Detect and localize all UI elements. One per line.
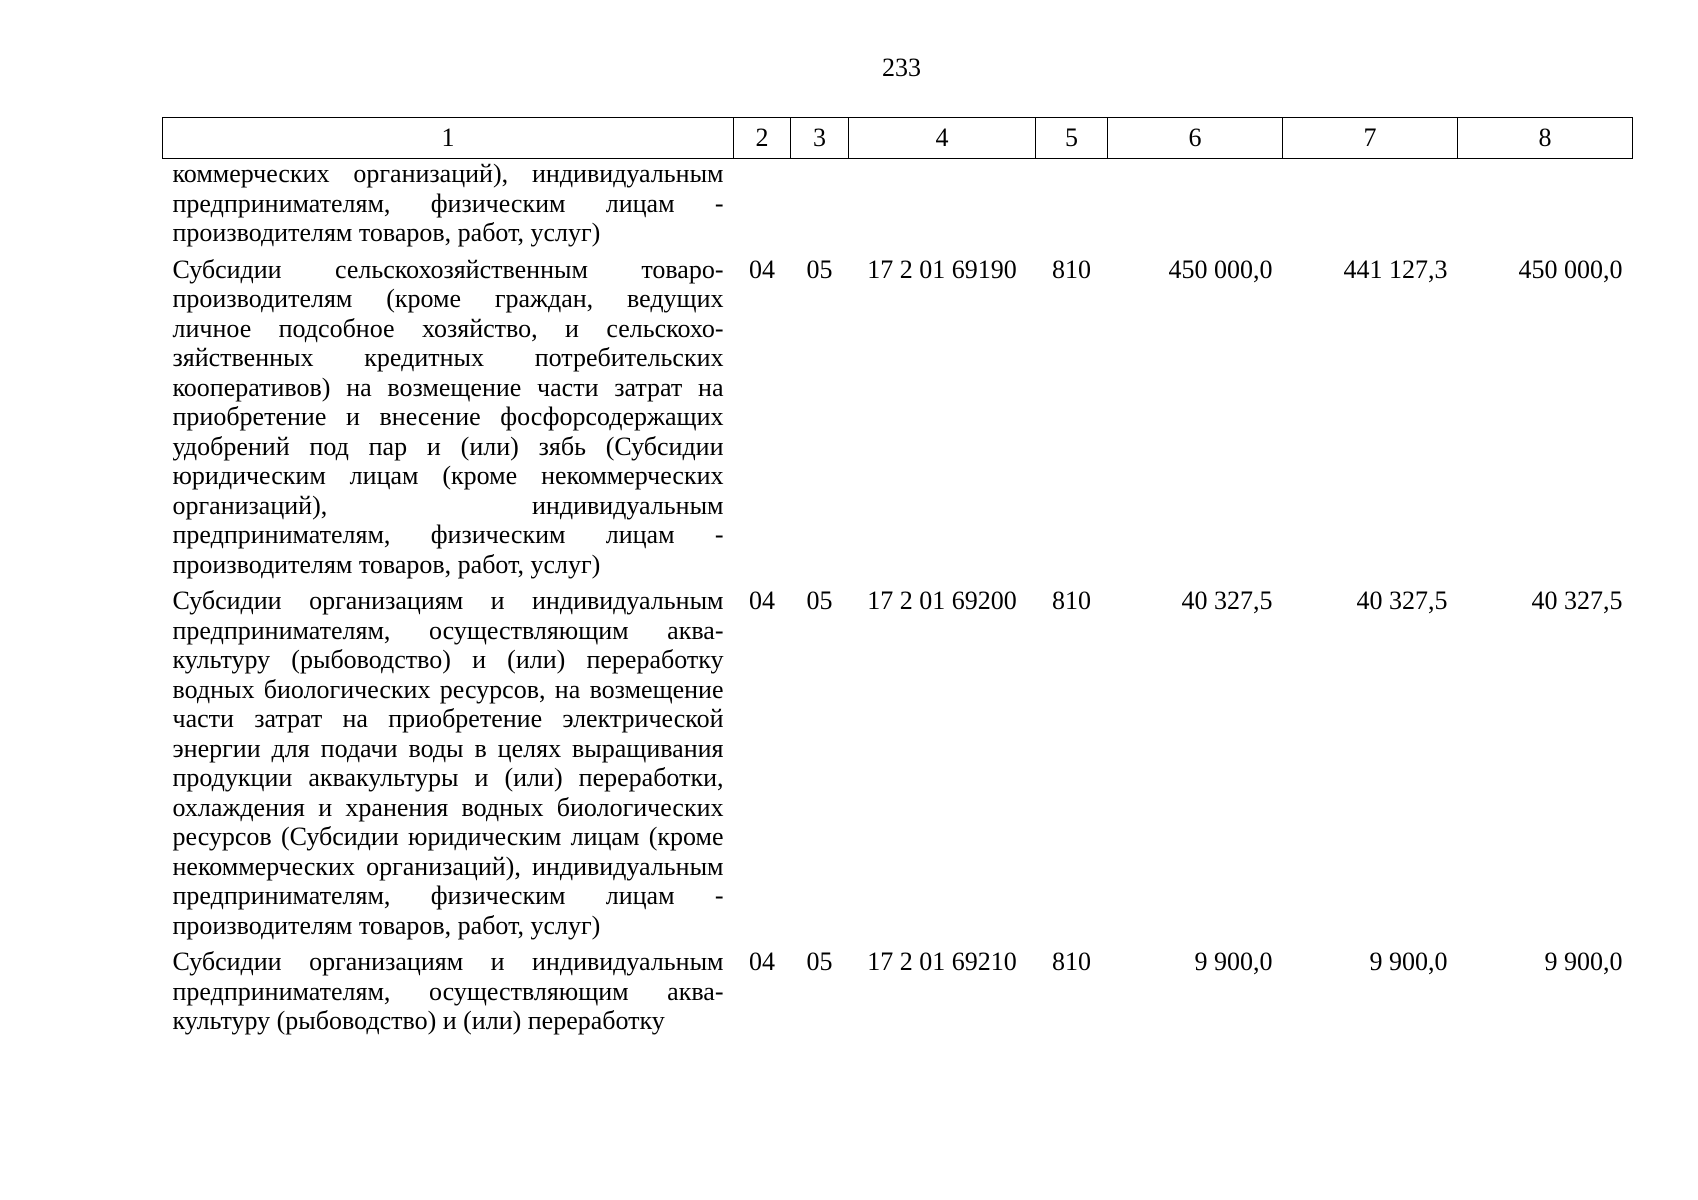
table-header: [163, 118, 1633, 159]
header-col-6: 6: [1108, 118, 1283, 159]
row-subsection-code: [791, 159, 849, 248]
header-col-7: 7: [1283, 118, 1458, 159]
row-expense-type-code: 810: [1052, 947, 1091, 976]
header-row: [163, 118, 1633, 159]
row-target-article-code: 17 2 01 69210: [867, 947, 1017, 976]
row-amount-col7: [1283, 159, 1458, 248]
row-expense-type-code: 810: [1052, 586, 1091, 615]
row-amount-col7: 441 127,3: [1343, 254, 1448, 284]
header-col-4: 4: [849, 118, 1036, 159]
header-col-3: 3: [791, 118, 849, 159]
table-row: [163, 159, 1633, 248]
header-col-5: 5: [1036, 118, 1108, 159]
row-description: коммерческих организаций), индивидуальным предпринимателям, физическим лицам - производителям товаров, работ, услуг): [172, 159, 724, 247]
row-target-article-code: [849, 159, 1036, 248]
row-amount-col6: 9 900,0: [1194, 947, 1273, 976]
row-description: Субсидии сельскохозяйственным товаропроизводителям (кроме граждан, ведущих личное подсобное хозяйство, и сельскохозяйственных кредитных потребительских кооперативов) на возмещение части затрат на приобретение и внесение фосфорсодержащих удобрений под пар и (или) зябь (Субсидии юридическим лицам (кроме некоммерческих организаций), индивидуальным предпринимателям, физическим лицам - производителям товаров, работ, услуг): [172, 254, 724, 579]
row-target-article-code: 17 2 01 69190: [867, 254, 1017, 284]
row-section-code: 04: [749, 586, 775, 615]
row-amount-col8: 450 000,0: [1518, 254, 1623, 284]
row-amount-col7: 9 900,0: [1369, 947, 1448, 976]
row-amount-col8: 40 327,5: [1531, 586, 1623, 615]
row-section-code: [734, 159, 791, 248]
row-target-article-code: 17 2 01 69200: [867, 586, 1017, 615]
table-row: [163, 579, 1633, 940]
table-row: [163, 248, 1633, 580]
header-col-8: 8: [1458, 118, 1633, 159]
row-description: Субсидии организациям и индивидуальным предпринимателям, осуществляющим аквакультуру (рыбоводство) и (или) переработку водных биологических ресурсов, на возмещение части затрат на приобретение электрической энергии для подачи воды в целях выращивания продукции аквакультуры и (или) переработки, охлаждения и хранения водных биологических ресурсов (Субсидии юридическим лицам (кроме некоммерческих организаций), индивидуальным предпринимателям, физическим лицам - производителям товаров, работ, услуг): [172, 586, 724, 940]
row-subsection-code: 05: [806, 254, 833, 284]
table-row: [163, 940, 1633, 1036]
row-expense-type-code: [1036, 159, 1108, 248]
header-col-1: 1: [163, 118, 734, 159]
row-amount-col8: 9 900,0: [1544, 947, 1623, 976]
row-amount-col6: 40 327,5: [1181, 586, 1273, 615]
row-subsection-code: 05: [806, 586, 833, 615]
page-number: 233: [882, 53, 921, 82]
header-col-2: 2: [734, 118, 791, 159]
row-amount-col7: 40 327,5: [1356, 586, 1448, 615]
row-section-code: 04: [749, 254, 775, 284]
row-description: Субсидии организациям и индивидуальным предпринимателям, осуществляющим аквакультуру (рыбоводство) и (или) переработку: [172, 947, 724, 1035]
row-subsection-code: 05: [806, 947, 833, 976]
row-amount-col8: [1458, 159, 1633, 248]
table-body: [163, 159, 1633, 1036]
row-amount-col6: [1108, 159, 1283, 248]
budget-table: [162, 117, 1633, 1036]
row-amount-col6: 450 000,0: [1168, 254, 1273, 284]
row-section-code: 04: [749, 947, 775, 976]
row-expense-type-code: 810: [1052, 254, 1091, 284]
